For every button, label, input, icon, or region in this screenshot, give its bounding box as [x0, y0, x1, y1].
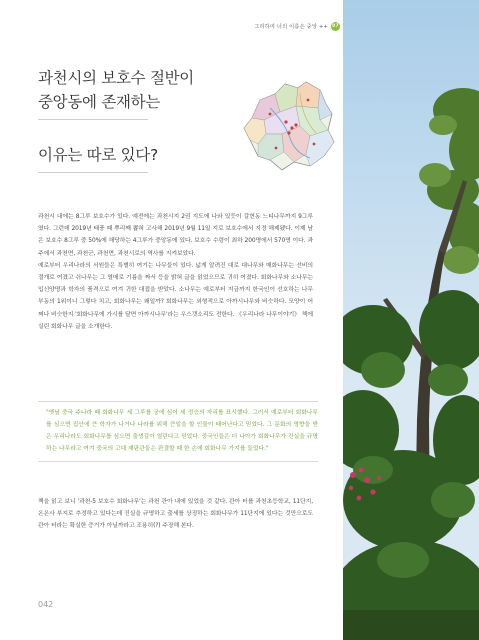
header-title: 그리하여 너의 이름은 중앙 ++: [254, 23, 328, 30]
gwacheon-district-map: [240, 78, 340, 173]
article-title-line-3: 이유는 따로 있다?: [38, 146, 158, 164]
article-body-2: [38, 496, 313, 533]
title-divider-2: [38, 172, 148, 173]
chapter-badge: 07: [332, 23, 339, 29]
paragraph-1: 과천시 내에는 8그루 보호수가 있다. 예전에는 과천시지 2권 지도에 나와 있듯이 갈현동 느티나무까지 9그루였다. 그런데 2019년 태풍 때 뿌리째 뽑혀 고사해 2019년 9월 11일 지로 보호수에서 지정 해제됐다. 이제 남은 보호수 8그루 중 50%에 해당하는 4그루가 중앙동에 있다. 보호수 수령이 최하 200명에서 570명 이다. 과주에서 과천면, 과천군, 과천면, 과천시로의 역사를 지켜보았다.: [38, 214, 313, 257]
quote-text: "옛날 중국 주나라 때 회화나무 세 그루를 궁에 심어 세 정승의 자리를 표시했다. 그러서 예로부터 회화나무를 심으면 집안에 큰 학자가 나거나 나라를 위해 큰일을 할 인물이 태어난다고 믿었다. 그 문화의 영향을 받은 우리나라도 회화나무를 심으면 출생길이 열린다고 믿었다. 중국인들은 더 나아가 회화나무가 진실을 규명하는 나무라고 여겨 중국의 고대 재판관들은 판결할 때 한 손에 회화나무 가지를 들었다.": [46, 410, 318, 453]
running-header: [200, 19, 340, 33]
page-number: 042: [38, 600, 54, 609]
article-title-line-2: 중앙동에 존재하는: [38, 93, 161, 111]
title-divider: [38, 119, 148, 120]
article-title-line-1: 과천시의 보호수 절반이: [38, 69, 194, 87]
article-body-1: [38, 211, 313, 333]
paragraph-3: 책을 읽고 보니 '과천-5 보호수 회화나무'는 과천 관아 내에 있었을 것 같다. 관아 터를 과천초등학교, 11단지, 온온사 부지로 추정하고 있다는데 진실을 규명하고 출세를 상징하는 회화나무가 11단지에 있다는 것만으로도 관아 터라는 확실한 증거가 아닐까라고 조용히(?) 주장해 본다.: [38, 499, 313, 530]
paragraph-2: 예로부터 우리나라의 서원들은 특별히 여기는 나무들이 있다. 넓게 알려진 대로 대나무와 매화나무는 선비의 절개로 여겼고 쉬나무는 그 열매로 기름을 짜서 등을 밝혀 글을 읽었으므로 귀히 여겼다. 회화나무와 소나무는 입신양명과 학자의 품격으로 여겨 귀한 대접을 받았다. 소나무는 예로부터 지금까지 한국인이 선호하는 나무 부동의 1위이니 그렇다 치고, 회화나무는 왜일까? 회화나무는 외형적으로 아까시나무와 비슷하다. 모양이 어쩌나 비슷한지 '회화나무에 가시를 달면 아까시나무'라는 우스갯소리도 전한다. 《우리나라 나무이야기》 책에 실린 회화나무 글을 소개한다.: [38, 262, 313, 330]
quote-block: [38, 401, 318, 462]
tree-photo: [343, 0, 479, 640]
